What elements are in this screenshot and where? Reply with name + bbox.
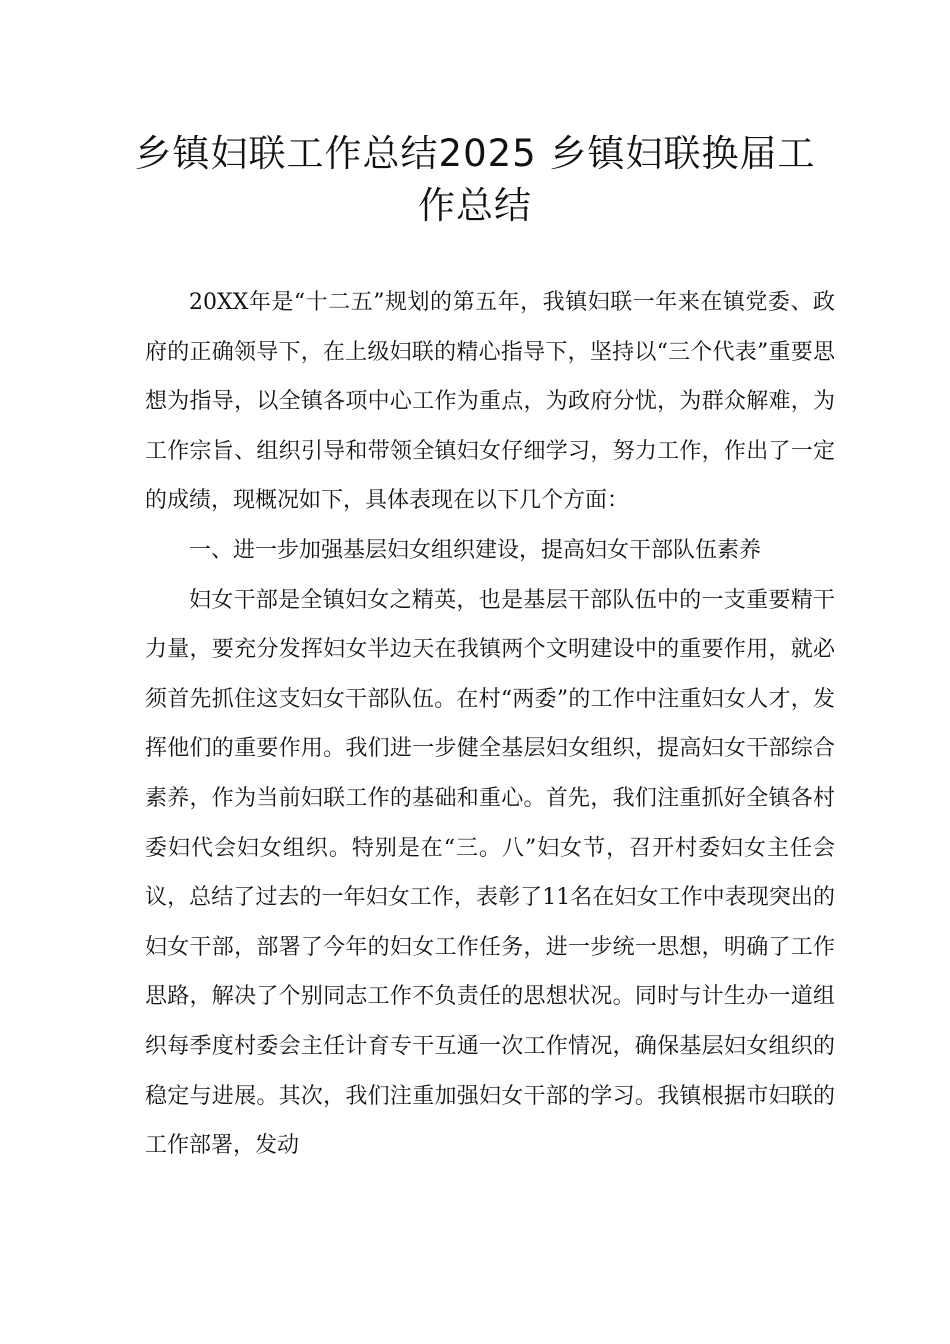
body-paragraph: 妇女干部是全镇妇女之精英，也是基层干部队伍中的一支重要精干力量，要充分发挥妇女半边天在我镇两个文明建设中的重要作用，就必须首先抓住这支妇女干部队伍。在村“两委”的工作中注重妇女人才，发挥他们的重要作用。我们进一步健全基层妇女组织，提高妇女干部综合素养，作为当前妇联工作的基础和重心。首先，我们注重抓好全镇各村委妇代会妇女组织。特别是在“三。八”妇女节，召开村委妇女主任会议，总结了过去的一年妇女工作，表彰了11名在妇女工作中表现突出的妇女干部，部署了今年的妇女工作任务，进一步统一思想，明确了工作思路，解决了个别同志工作不负责任的思想状况。同时与计生办一道组织每季度村委会主任计育专干互通一次工作情况，确保基层妇女组织的稳定与进展。其次，我们注重加强妇女干部的学习。我镇根据市妇联的工作部署，发动 xyxy=(145,587,835,1159)
section-heading: 一、进一步加强基层妇女组织建设，提高妇女干部队伍素养 xyxy=(189,537,762,563)
document-body xyxy=(145,278,835,1171)
intro-paragraph: 20XX年是“十二五”规划的第五年，我镇妇联一年来在镇党委、政府的正确领导下，在上级妇联的精心指导下，坚持以“三个代表”重要思想为指导，以全镇各项中心工作为重点，为政府分忧，为群众解难，为工作宗旨、组织引导和带领全镇妇女仔细学习，努力工作，作出了一定的成绩，现概况如下，具体表现在以下几个方面： xyxy=(145,290,835,514)
document-title: 乡镇妇联工作总结2025 乡镇妇联换届工作总结 xyxy=(134,132,816,227)
